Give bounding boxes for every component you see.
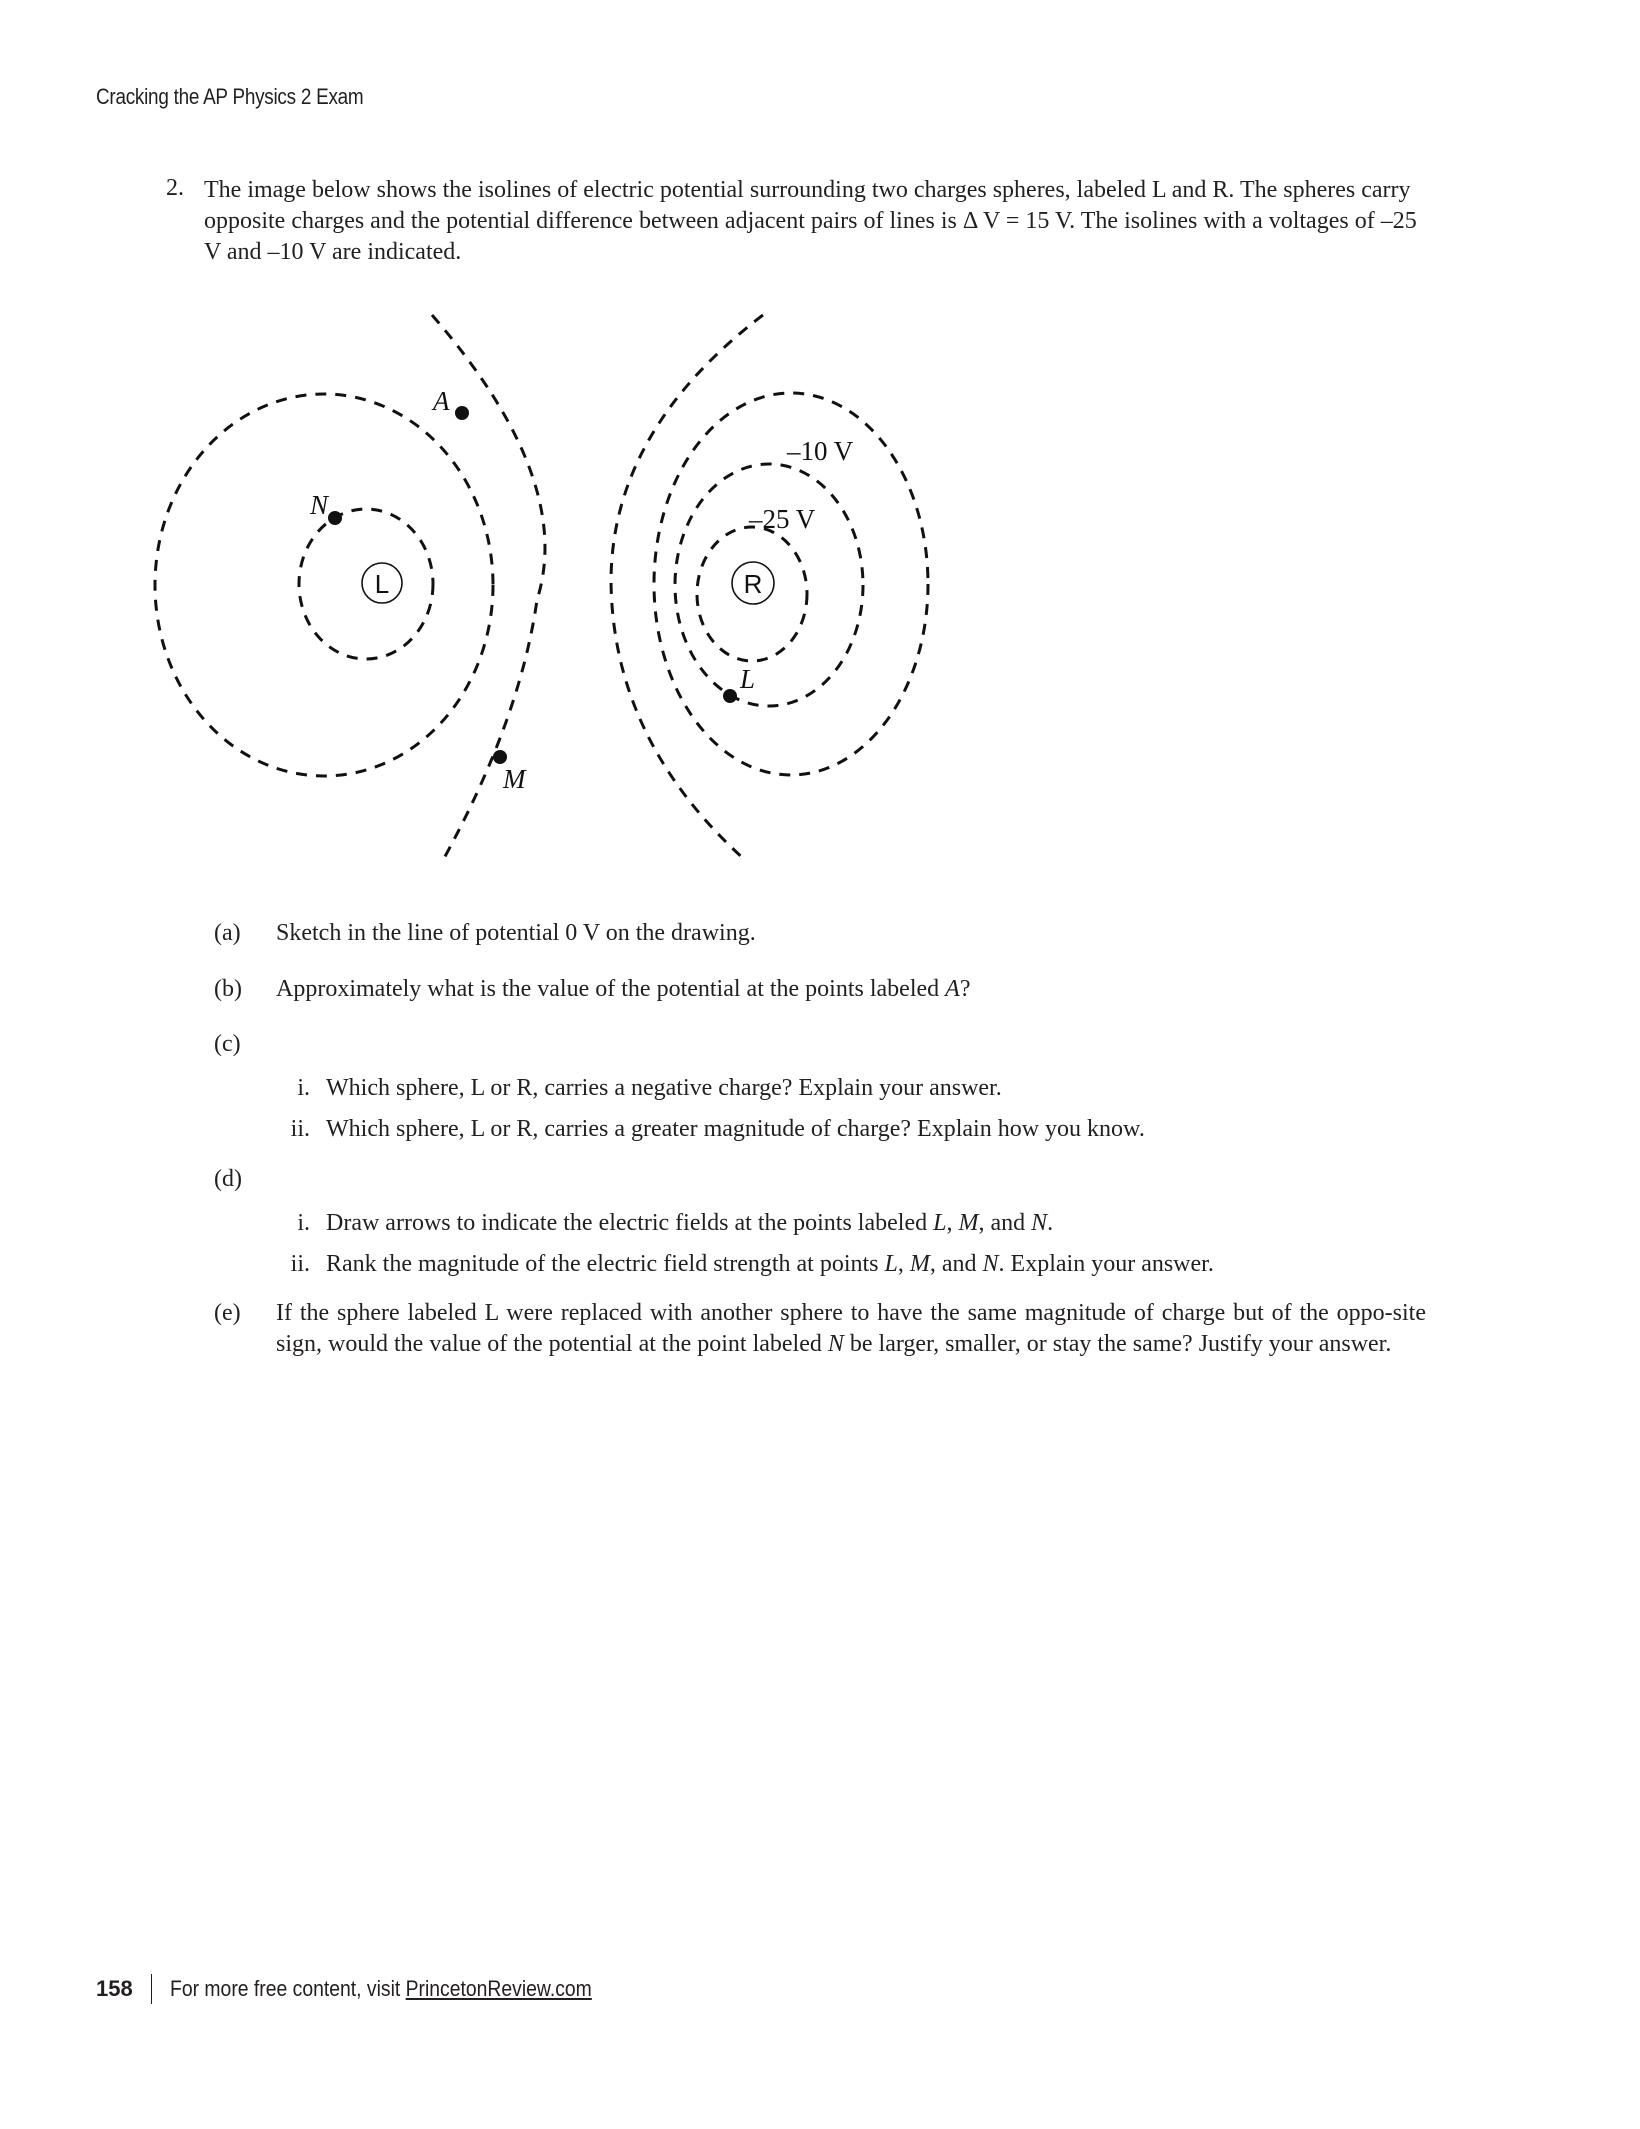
part-a-label: (a)	[214, 920, 241, 946]
point-ref-N: N	[827, 1331, 844, 1357]
sphere-L-label: L	[374, 569, 390, 599]
point-N	[328, 511, 342, 525]
part-d-i-text	[326, 1208, 1426, 1239]
part-b-point-ref: A	[945, 976, 960, 1002]
point-A-label: A	[433, 386, 450, 416]
part-b-label: (b)	[214, 976, 242, 1002]
point-N-label: N	[310, 490, 329, 520]
text: ,	[946, 1210, 959, 1236]
point-L-label: L	[740, 664, 756, 694]
part-b-text-main: Approximately what is the value of the potential at the points labeled	[276, 976, 946, 1002]
part-d-ii-text	[326, 1249, 1426, 1280]
text: Draw arrows to indicate the electric fields at the points labeled	[326, 1210, 934, 1236]
footer-text	[170, 1976, 592, 2002]
part-e-text	[276, 1298, 1426, 1360]
running-head: Cracking the AP Physics 2 Exam	[96, 84, 364, 109]
sphere-R-label: R	[743, 569, 763, 599]
part-d-ii-num: ii.	[290, 1251, 310, 1277]
question-stem: The image below shows the isolines of electric potential surrounding two charges spheres, labeled L and R. The spheres carry opposite charges and the potential difference between adjacent pairs of lines is Δ V = 15 V. The isolines with a voltages of –25 V and –10 V are indicated.	[204, 177, 1417, 265]
point-ref-L: L	[884, 1251, 898, 1277]
question-number: 2.	[166, 175, 184, 201]
sphere-R	[732, 562, 774, 604]
part-c-ii-text: Which sphere, L or R, carries a greater magnitude of charge? Explain how you know.	[326, 1116, 1145, 1142]
page-number: 158	[96, 1976, 133, 2001]
text: , and	[929, 1251, 983, 1277]
point-A	[455, 406, 469, 420]
text: ,	[897, 1251, 910, 1277]
part-d-i-num: i.	[297, 1210, 310, 1236]
point-ref-M: M	[958, 1210, 979, 1236]
text: . Explain your answer.	[998, 1251, 1214, 1277]
part-c-ii-num: ii.	[290, 1116, 310, 1142]
point-M-label: M	[503, 764, 526, 794]
footer-divider	[151, 1974, 152, 2004]
page-footer	[96, 1974, 649, 2004]
part-c-i-num: i.	[297, 1075, 310, 1101]
part-c-label: (c)	[214, 1031, 241, 1057]
text: Rank the magnitude of the electric field strength at points	[326, 1251, 885, 1277]
isoline-left-outer	[155, 394, 493, 776]
text: , and	[978, 1210, 1032, 1236]
part-b-text-end: ?	[959, 976, 971, 1002]
label-minus-25v: –25 V	[749, 504, 816, 534]
point-ref-M: M	[909, 1251, 930, 1277]
point-ref-N: N	[1031, 1210, 1048, 1236]
footer-promo-text: For more free content, visit	[169, 1976, 406, 2001]
part-e-label: (e)	[214, 1300, 241, 1326]
part-a-text: Sketch in the line of potential 0 V on the drawing.	[276, 920, 756, 946]
princeton-review-link[interactable]: PrincetonReview.com	[405, 1976, 592, 2001]
point-L	[723, 689, 737, 703]
point-ref-N: N	[982, 1251, 999, 1277]
text: If the sphere labeled L were replaced with another sphere to have the same magnitude of charge but of the oppo-site sign, would the value of the potential at the point labeled	[276, 1300, 1426, 1357]
part-b-text	[276, 974, 1436, 1005]
part-d-label: (d)	[214, 1166, 242, 1192]
text: .	[1047, 1210, 1054, 1236]
equipotential-diagram	[0, 0, 1640, 900]
point-ref-L: L	[933, 1210, 947, 1236]
point-M	[493, 750, 507, 764]
part-c-i-text: Which sphere, L or R, carries a negative charge? Explain your answer.	[326, 1075, 1002, 1101]
label-minus-10v: –10 V	[787, 436, 854, 466]
text: be larger, smaller, or stay the same? Justify your answer.	[843, 1331, 1392, 1357]
sphere-L	[362, 563, 402, 603]
